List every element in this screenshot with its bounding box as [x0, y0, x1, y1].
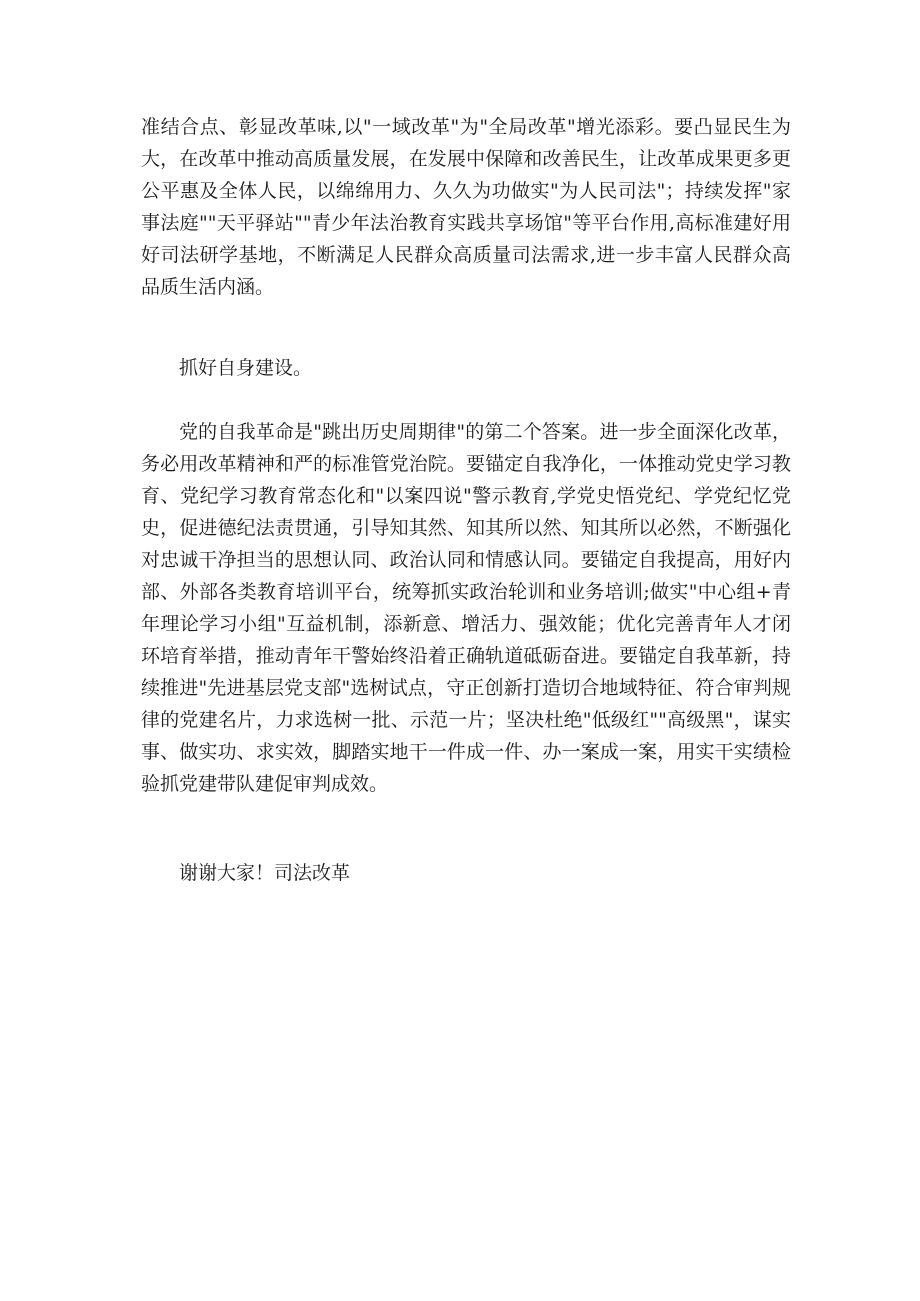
closing-line: 谢谢大家！司法改革	[179, 862, 351, 884]
paragraph-livelihood: 准结合点、彰显改革味,以"一域改革"为"全局改革"增光添彩。要凸显民生为大，在改革中推动高质量发展，在发展中保障和改善民生，让改革成果更多更公平惠及全体人民，以绵绵用力、久久为功做实"为人民司法"；持续发挥"家事法庭""天平驿站""青少年法治教育实践共享场馆"等平台作用,高标准建好用好司法研学基地，不断满足人民群众高质量司法需求,进一步丰富人民群众高品质生活内涵。	[141, 116, 791, 298]
section-heading-self-building: 抓好自身建设。	[179, 357, 313, 379]
paragraph-self-revolution: 党的自我革命是"跳出历史周期律"的第二个答案。进一步全面深化改革，务必用改革精神和严的标准管党治院。要锚定自我净化，一体推动党史学习教育、党纪学习教育常态化和"以案四说"警示教育,学党史悟党纪、学党纪忆党史，促进德纪法责贯通，引导知其然、知其所以然、知其所以必然，不断强化对忠诚干净担当的思想认同、政治认同和情感认同。要锚定自我提高，用好内部、外部各类教育培训平台，统筹抓实政治轮训和业务培训;做实"中心组+青年理论学习小组"互益机制，添新意、增活力、强效能；优化完善青年人才闭环培育举措，推动青年干警始终沿着正确轨道砥砺奋进。要锚定自我革新，持续推进"先进基层党支部"选树试点，守正创新打造切合地域特征、符合审判规律的党建名片，力求选树一批、示范一片；坚决杜绝"低级红""高级黑"，谋实事、做实功、求实效，脚踏实地干一件成一件、办一案成一案，用实干实绩检验抓党建带队建促审判成效。	[141, 421, 791, 795]
